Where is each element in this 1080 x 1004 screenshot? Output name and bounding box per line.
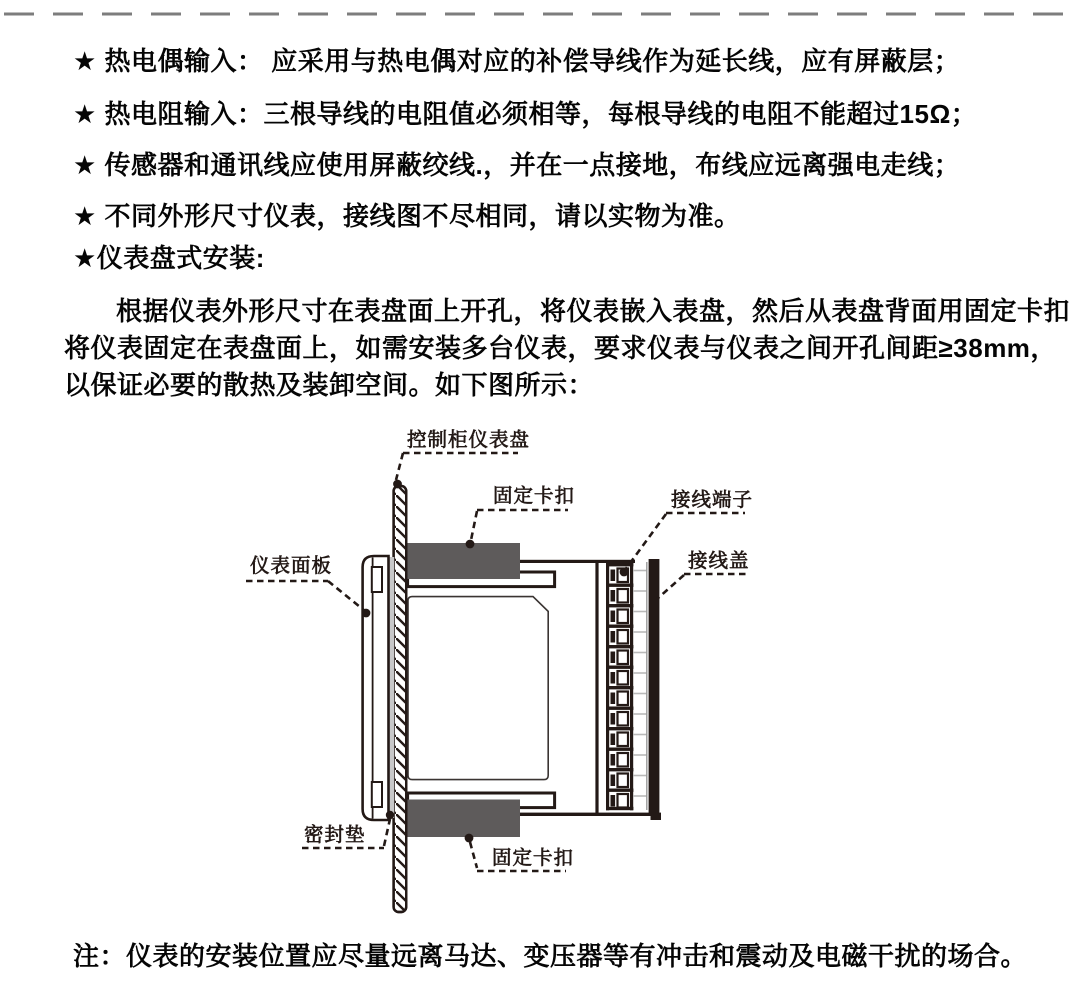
gasket-leader <box>384 819 390 846</box>
panel-label: 控制柜仪表盘 <box>407 429 531 451</box>
bullet-wiring-diagram: ★ 不同外形尺寸仪表，接线图不尽相同，请以实物为准。 <box>73 201 741 231</box>
front-panel-label: 仪表面板 <box>250 555 333 577</box>
terminal-leader <box>625 514 666 570</box>
terminal-strip-separators <box>633 571 647 797</box>
clip-top-label: 固定卡扣 <box>493 485 576 507</box>
cover-leader <box>657 575 684 599</box>
body-inner-case <box>408 597 548 780</box>
panel-leader <box>396 453 403 480</box>
bezel-notch-top <box>372 567 382 592</box>
footer-note: 注：仪表的安装位置应尽量远离马达、变压器等有冲击和震动及电磁干扰的场合。 <box>73 941 1028 971</box>
terminal-label: 接线端子 <box>671 489 754 511</box>
paragraph-line-1: 根据仪表外形尺寸在表盘面上开孔，将仪表嵌入表盘，然后从表盘背面用固定卡扣 <box>116 296 1071 326</box>
bezel-notch-bottom <box>372 782 382 807</box>
clip-bottom-leader <box>470 842 477 868</box>
paragraph-line-3: 以保证必要的散热及装卸空间。如下图所示： <box>64 370 595 400</box>
terminal-block <box>606 562 647 811</box>
bullet-sensor-wiring: ★ 传感器和通讯线应使用屏蔽绞线.，并在一点接地，布线应远离强电走线； <box>73 150 961 180</box>
clip-bottom-label: 固定卡扣 <box>492 847 575 869</box>
seal-gasket-strip <box>389 557 394 818</box>
fixing-clip-top <box>404 543 520 579</box>
cabinet-panel-bar <box>394 486 407 912</box>
gasket-label: 密封垫 <box>304 824 366 846</box>
front-bezel <box>363 556 389 820</box>
front-panel-leader <box>328 581 365 611</box>
cover-label: 接线盖 <box>688 550 750 572</box>
fixing-clip-bottom <box>404 800 520 838</box>
bullet-rtd-input: ★ 热电阻输入：三根导线的电阻值必须相等，每根导线的电阻不能超过15Ω； <box>73 99 978 129</box>
paragraph-line-2: 将仪表固定在表盘面上，如需安装多台仪表，要求仪表与仪表之间开孔间距≥38mm， <box>64 333 1057 363</box>
body-rear-wall <box>595 561 598 814</box>
bullet-panel-mounting: ★仪表盘式安装: <box>73 243 265 273</box>
bullet-thermocouple-input: ★ 热电偶输入： 应采用与热电偶对应的补偿导线作为延长线，应有屏蔽层； <box>73 46 961 76</box>
